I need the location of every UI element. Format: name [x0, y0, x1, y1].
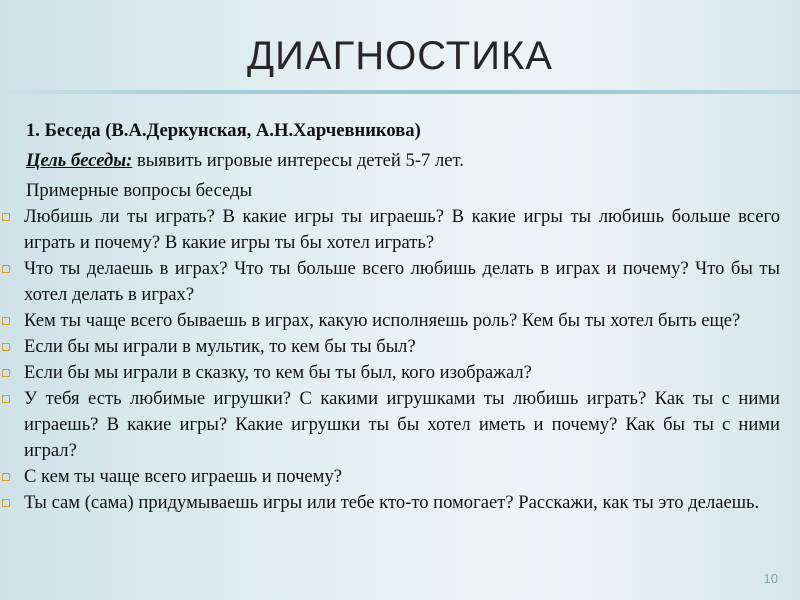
square-bullet-icon	[2, 343, 10, 351]
list-item: Кем ты чаще всего бываешь в играх, какую исполняешь роль? Кем бы ты хотел быть еще?	[24, 308, 780, 334]
list-item: С кем ты чаще всего играешь и почему?	[24, 464, 780, 490]
list-item: Если бы мы играли в сказку, то кем бы ты был, кого изображал?	[24, 360, 780, 386]
square-bullet-icon	[2, 395, 10, 403]
square-bullet-icon	[2, 499, 10, 507]
list-item: Любишь ли ты играть? В какие игры ты играешь? В какие игры ты любишь больше всего играть и почему? В какие игры ты бы хотел играть?	[24, 204, 780, 256]
slide-content	[24, 118, 780, 516]
questions-intro: Примерные вопросы беседы	[26, 180, 253, 201]
list-item: Если бы мы играли в мультик, то кем бы ты был?	[24, 334, 780, 360]
list-item: Что ты делаешь в играх? Что ты больше всего любишь делать в играх и почему? Что бы ты хотел делать в играх?	[24, 256, 780, 308]
square-bullet-icon	[2, 473, 10, 481]
conversation-heading: 1. Беседа (В.А.Деркунская, А.Н.Харчевникова)	[26, 120, 421, 141]
goal-line	[24, 148, 780, 174]
title-underline	[0, 90, 800, 94]
goal-text: выявить игровые интересы детей 5-7 лет.	[132, 150, 464, 171]
page-number: 10	[763, 571, 778, 586]
goal-label: Цель беседы:	[26, 150, 133, 171]
questions-list	[24, 204, 780, 516]
list-item: Ты сам (сама) придумываешь игры или тебе кто-то помогает? Расскажи, как ты это делаешь.	[24, 490, 780, 516]
slide-title: ДИАГНОСТИКА	[247, 34, 553, 78]
list-item: У тебя есть любимые игрушки? С какими игрушками ты любишь играть? Как ты с ними играешь? В какие игры? Какие игрушки ты бы хотел иметь и почему? Как бы ты с ними играл?	[24, 386, 780, 464]
square-bullet-icon	[2, 213, 10, 221]
square-bullet-icon	[2, 265, 10, 273]
square-bullet-icon	[2, 317, 10, 325]
square-bullet-icon	[2, 369, 10, 377]
